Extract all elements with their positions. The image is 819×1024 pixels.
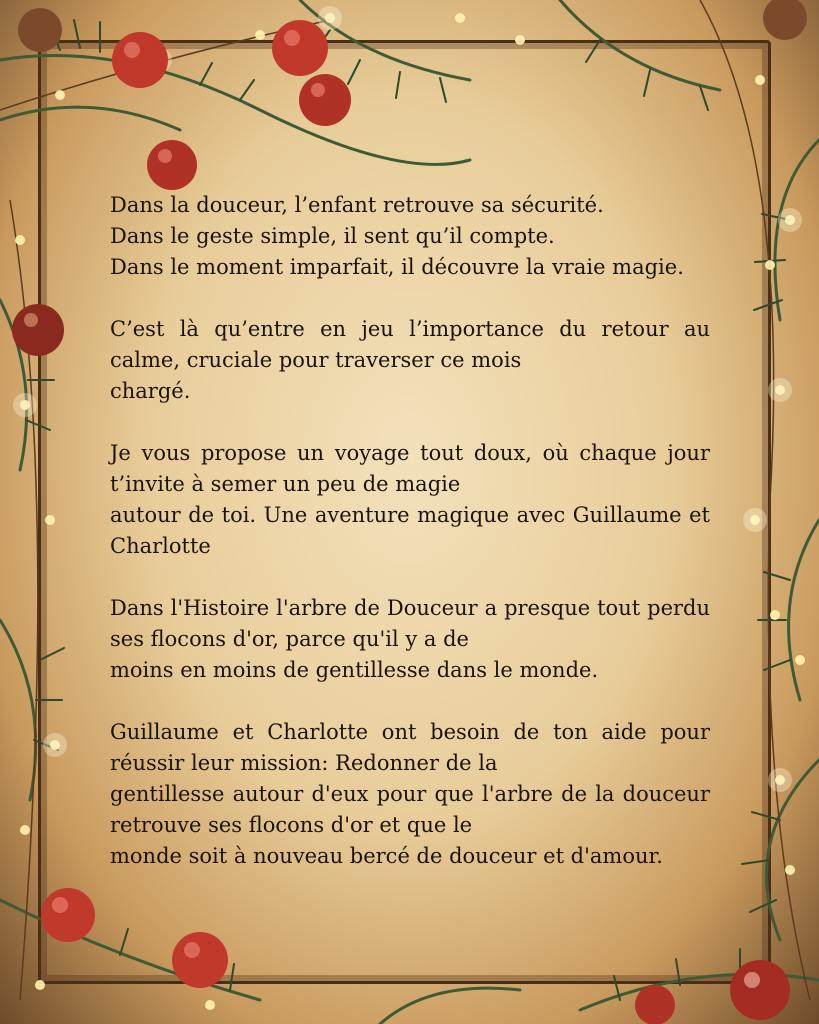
paragraph-1	[110, 190, 710, 283]
letter-text	[110, 190, 710, 903]
text-line: C’est là qu’entre en jeu l’importance du retour au calme, cruciale pour traverser ce mois	[110, 317, 710, 372]
text-line: moins en moins de gentillesse dans le monde.	[110, 658, 599, 682]
text-line: gentillesse autour d'eux pour que l'arbre de la douceur retrouve ses flocons d'or et que le	[110, 782, 710, 837]
text-line: autour de toi. Une aventure magique avec Guillaume et Charlotte	[110, 503, 710, 558]
paragraph-3	[110, 438, 710, 562]
text-line: Dans l'Histoire l'arbre de Douceur a presque tout perdu ses flocons d'or, parce qu'il y a de	[110, 596, 710, 651]
text-line: monde soit à nouveau bercé de douceur et d'amour.	[110, 844, 663, 868]
text-line: Guillaume et Charlotte ont besoin de ton aide pour réussir leur mission: Redonner de la	[110, 720, 710, 775]
paragraph-5	[110, 717, 710, 872]
paragraph-2	[110, 314, 710, 407]
text-line: Dans la douceur, l’enfant retrouve sa sécurité.	[110, 193, 604, 217]
text-line: chargé.	[110, 379, 191, 403]
paragraph-4	[110, 593, 710, 686]
text-line: Dans le moment imparfait, il découvre la vraie magie.	[110, 255, 684, 279]
text-line: Je vous propose un voyage tout doux, où chaque jour t’invite à semer un peu de magie	[110, 441, 710, 496]
text-line: Dans le geste simple, il sent qu’il compte.	[110, 224, 555, 248]
